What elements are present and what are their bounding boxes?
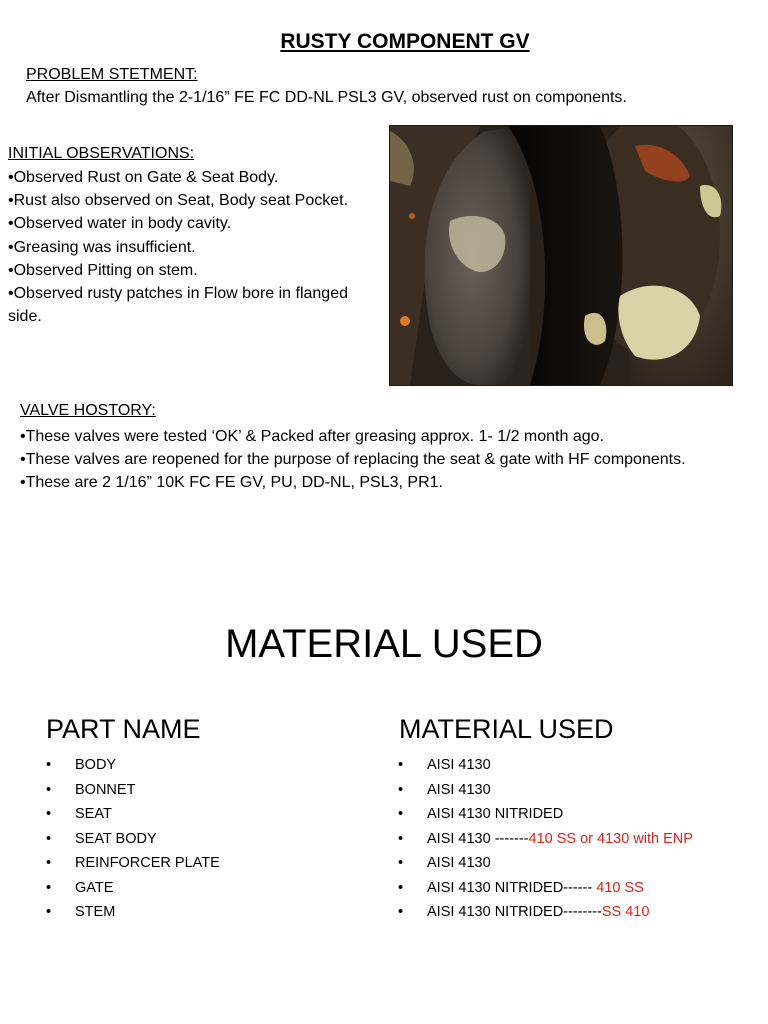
valve-history-list bbox=[20, 425, 740, 495]
history-item: •These valves are reopened for the purpose of replacing the seat & gate with HF components. bbox=[20, 451, 686, 469]
observation-item: •Greasing was insufficient. bbox=[8, 238, 196, 256]
observation-item: •Observed water in body cavity. bbox=[8, 215, 232, 233]
history-item: •These are 2 1/16” 10K FC FE GV, PU, DD-NL, PSL3, PR1. bbox=[20, 474, 443, 492]
material-item: • AISI 4130 NITRIDED------ 410 SS bbox=[398, 879, 644, 896]
part-item: • GATE bbox=[46, 879, 114, 896]
material-item: • AISI 4130 bbox=[398, 855, 491, 871]
material-item: • AISI 4130 -------410 SS or 4130 with ENP bbox=[398, 830, 693, 847]
problem-statement-heading: PROBLEM STETMENT: bbox=[26, 66, 198, 83]
material-item: • AISI 4130 bbox=[398, 781, 491, 798]
valve-history-heading: VALVE HOSTORY: bbox=[20, 402, 156, 419]
history-item: •These valves were tested ‘OK’ & Packed after greasing approx. 1- 1/2 month ago. bbox=[20, 428, 604, 445]
page-title: RUSTY COMPONENT GV bbox=[280, 30, 530, 53]
material-list bbox=[398, 753, 693, 925]
part-item: • STEM bbox=[46, 904, 116, 920]
part-item: • SEAT bbox=[46, 806, 112, 822]
material-item: • AISI 4130 NITRIDED--------SS 410 bbox=[398, 904, 650, 920]
part-item: • SEAT BODY bbox=[46, 830, 157, 847]
rusty-gate-valve-photo bbox=[389, 125, 733, 386]
observation-item: •Observed Rust on Gate & Seat Body. bbox=[8, 169, 279, 186]
part-item: • REINFORCER PLATE bbox=[46, 855, 220, 871]
part-name-heading: PART NAME bbox=[46, 714, 201, 744]
material-item: • AISI 4130 NITRIDED bbox=[398, 806, 564, 822]
initial-observations-heading: INITIAL OBSERVATIONS: bbox=[8, 145, 195, 162]
part-name-list bbox=[46, 753, 220, 925]
part-item: • BONNET bbox=[46, 781, 136, 798]
observation-item: •Observed Pitting on stem. bbox=[8, 261, 198, 279]
observation-item: •Rust also observed on Seat, Body seat Pocket. bbox=[8, 192, 349, 210]
observation-item: •Observed rusty patches in Flow bore in flanged side. bbox=[8, 285, 348, 326]
material-item: • AISI 4130 bbox=[398, 757, 491, 773]
material-used-heading: MATERIAL USED bbox=[399, 714, 614, 744]
initial-observations-list bbox=[8, 166, 383, 328]
material-used-title: MATERIAL USED bbox=[225, 622, 543, 666]
part-item: • BODY bbox=[46, 757, 117, 773]
problem-statement-text: After Dismantling the 2-1/16” FE FC DD-NL PSL3 GV, observed rust on components. bbox=[26, 89, 627, 106]
